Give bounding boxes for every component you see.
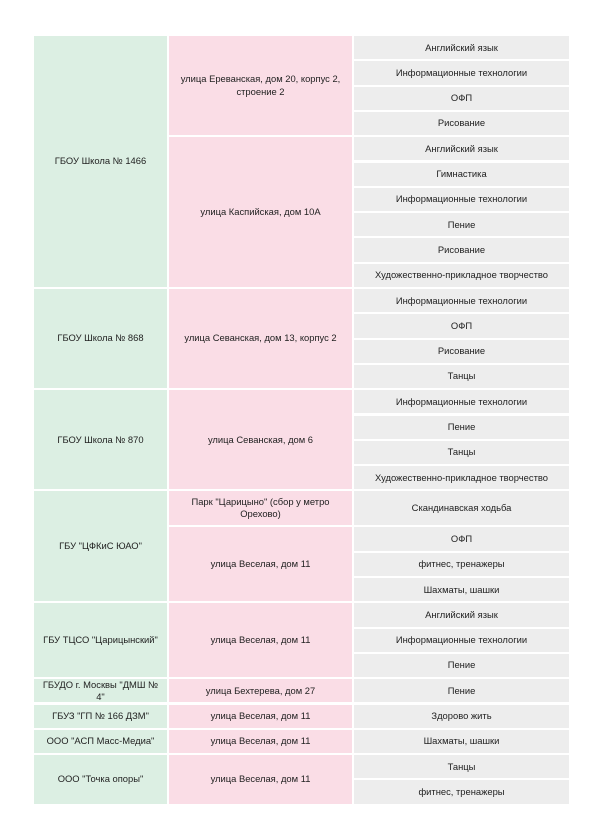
activity-cell: Художественно-прикладное творчество xyxy=(354,466,569,489)
activity-cell: Информационные технологии xyxy=(354,289,569,312)
activity-cell: Танцы xyxy=(354,441,569,464)
schedule-table xyxy=(34,36,569,821)
activity-cell: ОФП xyxy=(354,87,569,110)
activity-cell: Пение xyxy=(354,679,569,702)
activity-cell: Информационные технологии xyxy=(354,390,569,413)
organization-cell: ГБОУ Школа № 1466 xyxy=(34,36,167,287)
activity-cell: Шахматы, шашки xyxy=(354,730,569,753)
activity-cell: Шахматы, шашки xyxy=(354,578,569,601)
activity-cell: Английский язык xyxy=(354,603,569,626)
activity-cell: Здорово жить xyxy=(354,705,569,728)
address-cell: Парк "Царицыно" (сбор у метро Орехово) xyxy=(169,491,352,525)
activity-cell: ОФП xyxy=(354,527,569,550)
address-cell: улица Каспийская, дом 10А xyxy=(169,137,352,287)
organization-cell: ГБОУ Школа № 868 xyxy=(34,289,167,388)
activity-cell: Английский язык xyxy=(354,36,569,59)
activity-cell: Танцы xyxy=(354,365,569,388)
activity-cell: Информационные технологии xyxy=(354,629,569,652)
activity-cell: Рисование xyxy=(354,340,569,363)
address-cell: улица Севанская, дом 6 xyxy=(169,390,352,489)
activity-cell: Пение xyxy=(354,654,569,677)
organization-cell: ООО "Точка опоры" xyxy=(34,755,167,804)
address-cell: улица Ереванская, дом 20, корпус 2, строение 2 xyxy=(169,36,352,135)
organization-cell: ГБОУ Школа № 870 xyxy=(34,390,167,489)
activity-cell: Рисование xyxy=(354,238,569,261)
address-cell: улица Веселая, дом 11 xyxy=(169,705,352,728)
activity-cell: Скандинавская ходьба xyxy=(354,491,569,525)
organization-cell: ГБУ "ЦФКиС ЮАО" xyxy=(34,491,167,601)
address-cell: улица Бехтерева, дом 27 xyxy=(169,679,352,702)
address-cell: улица Севанская, дом 13, корпус 2 xyxy=(169,289,352,388)
activity-cell: фитнес, тренажеры xyxy=(354,553,569,576)
activity-cell: Художественно-прикладное творчество xyxy=(354,264,569,287)
address-cell: улица Веселая, дом 11 xyxy=(169,755,352,804)
activity-cell: Информационные технологии xyxy=(354,61,569,84)
activity-cell: Информационные технологии xyxy=(354,188,569,211)
address-cell: улица Веселая, дом 11 xyxy=(169,730,352,753)
organization-cell: ГБУЗ "ГП № 166 ДЗМ" xyxy=(34,705,167,728)
activity-cell: Рисование xyxy=(354,112,569,135)
activity-cell: Танцы xyxy=(354,755,569,778)
activity-cell: Пение xyxy=(354,416,569,439)
activity-cell: Английский язык xyxy=(354,137,569,160)
activity-cell: Гимнастика xyxy=(354,163,569,186)
address-cell: улица Веселая, дом 11 xyxy=(169,603,352,677)
organization-cell: ГБУ ТЦСО "Царицынский" xyxy=(34,603,167,677)
organization-cell: ООО "АСП Масс-Медиа" xyxy=(34,730,167,753)
activity-cell: Пение xyxy=(354,213,569,236)
address-cell: улица Веселая, дом 11 xyxy=(169,527,352,601)
activity-cell: ОФП xyxy=(354,314,569,337)
organization-cell: ГБУДО г. Москвы "ДМШ № 4" xyxy=(34,679,167,702)
activity-cell: фитнес, тренажеры xyxy=(354,780,569,803)
